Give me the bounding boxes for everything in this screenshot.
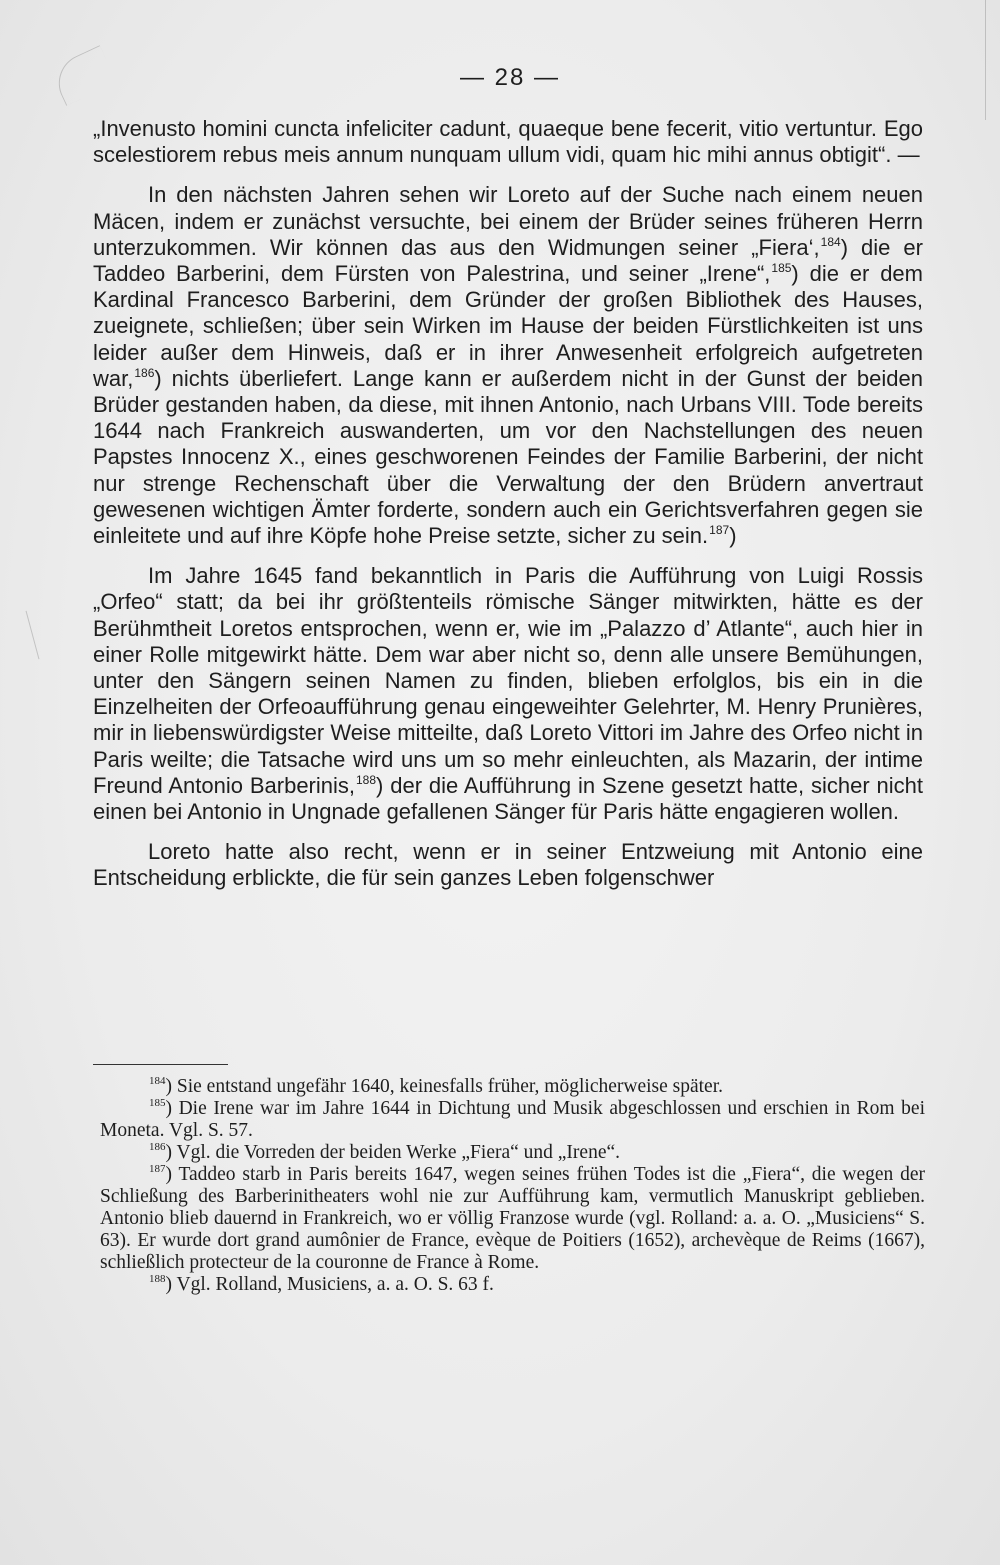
- footnote-text: ) Vgl. die Vorreden der beiden Werke „Fiera“ und „Irene“.: [165, 1142, 621, 1163]
- footnote-ref: 186: [134, 365, 155, 380]
- paragraph-text: „Invenusto homini cuncta infeliciter cadunt, quaeque bene fecerit, vitio vertuntur. Ego scelestiorem rebus meis annum nunquam ullum vidi, quam hic mihi annus obtigit“. —: [93, 116, 923, 168]
- paragraph-text: In den nächsten Jahren sehen wir Loreto auf der Suche nach einem neuen Mäcen, indem er zunächst versuchte, bei einem der Brüder seines früheren Herrn unterzukommen. Wir können das aus den Widmungen seiner „Fiera‘,: [93, 182, 923, 260]
- paragraph-text: Loreto hatte also recht, wenn er in seiner Entzweiung mit Antonio eine Entscheidung erblickte, die für sein ganzes Leben folgenschwer: [93, 839, 923, 891]
- footnote-ref: 188: [356, 772, 377, 787]
- paragraph-text: ) die er Taddeo Barberini, dem Fürsten von Palestrina, und seiner „Irene“,: [93, 234, 923, 287]
- footnote-text: ) Vgl. Rolland, Musiciens, a. a. O. S. 63 f.: [165, 1274, 494, 1295]
- paragraph-latin-quote: [93, 116, 923, 168]
- footnote-text: ) Taddeo starb in Paris bereits 1647, wegen seines frühen Todes ist die „Fiera“, die wegen der Schließung des Barberinitheaters wohl nie zur Aufführung kam, vermutlich Manuskript geblieben. Antonio blieb dauernd in Frankreich, wo er völlig Franzose wurde (vgl. Rolland: a. a. O. „Musiciens“ S. 63). Er wurde dort grand aumônier de France, evèque de Poitiers (1652), archevèque de Reims (1667), schließlich protecteur de la couronne de France à Rome.: [100, 1164, 925, 1273]
- paragraph-text: ) der die Aufführung in Szene gesetzt hatte, sicher nicht einen bei Antonio in Ungnade gefallenen Sänger für Paris hätte engagieren wollen.: [93, 772, 923, 825]
- footnotes: [100, 1076, 925, 1296]
- footnote-number: 188: [149, 1273, 166, 1285]
- footnote-186: [100, 1142, 925, 1164]
- footnote-ref: 185: [771, 261, 792, 276]
- footnote-184: [100, 1076, 925, 1098]
- footnote-ref: 187: [709, 523, 730, 538]
- footnote-187: [100, 1164, 925, 1274]
- footnote-number: 186: [149, 1141, 166, 1153]
- paragraph-text: ) nichts überliefert. Lange kann er außerdem nicht in der Gunst der beiden Brüder gestanden haben, da diese, mit ihnen Antonio, nach Urbans VIII. Tode bereits 1644 nach Frankreich auswanderten, um vor den Nachstellungen des neuen Papstes Innocenz X., eines geschworenen Feindes der Familie Barberini, der nicht nur strenge Rechenschaft über die Verwaltung der den Brüdern anvertraut gewesenen wichtigen Ämter forderte, sondern auch ein Gerichtsverfahren gegen sie einleitete und auf ihre Köpfe hohe Preise setzte, sicher zu sein.: [93, 365, 923, 549]
- footnote-number: 185: [149, 1097, 166, 1109]
- footnote-number: 187: [149, 1163, 166, 1175]
- footnote-ref: 184: [820, 234, 841, 249]
- footnote-text: ) Sie entstand ungefähr 1640, keinesfalls früher, möglicherweise später.: [165, 1076, 724, 1097]
- paragraph-text: ) die er dem Kardinal Francesco Barberini, dem Gründer der großen Bibliothek des Hauses, zueignete, schließen; über sein Wirken im Hause der beiden Fürstlichkeiten ist uns leider außer dem Hinweis, daß er in ihrer Anwesenheit erfolgreich aufgetreten war,: [93, 261, 923, 391]
- pencil-mark-left-margin: [26, 611, 40, 660]
- paragraph-text: ): [729, 523, 737, 549]
- paragraph-text: Im Jahre 1645 fand bekanntlich in Paris die Aufführung von Luigi Rossis „Orfeo“ statt; da bei ihr größtenteils römische Sänger mitwirkten, hätte es der Berühmtheit Loretos entsprochen, wenn er, wie im „Palazzo d’ Atlante“, auch hier in einer Rolle mitgewirkt hätte. Dem war aber nicht so, denn alle unsere Bemühungen, unter den Sängern seinen Namen zu finden, blieben erfolglos, bis ein in die Einzelheiten der Orfeoaufführung genau eingeweihter Gelehrter, M. Henry Prunières, mir in liebenswürdigster Weise mitteilte, daß Loreto Vittori im Jahre des Orfeo nicht in Paris weilte; die Tatsache wird uns um so mehr einleuchten, als Mazarin, der intime Freund Antonio Barberinis,: [93, 563, 923, 798]
- footnote-separator: [93, 1064, 228, 1065]
- paragraph-maecenas: [93, 182, 923, 549]
- main-text: [93, 116, 923, 892]
- footnote-185: [100, 1098, 925, 1142]
- footnote-text: ) Die Irene war im Jahre 1644 in Dichtung und Musik abgeschlossen und erschien in Rom bei Moneta. Vgl. S. 57.: [100, 1098, 925, 1141]
- footnote-188: [100, 1274, 925, 1296]
- footnote-number: 184: [149, 1075, 166, 1087]
- paragraph-orfeo: [93, 563, 923, 825]
- pencil-mark-right-edge: [985, 0, 986, 120]
- paragraph-loreto: [93, 839, 923, 891]
- page-number: — 28 —: [459, 64, 561, 91]
